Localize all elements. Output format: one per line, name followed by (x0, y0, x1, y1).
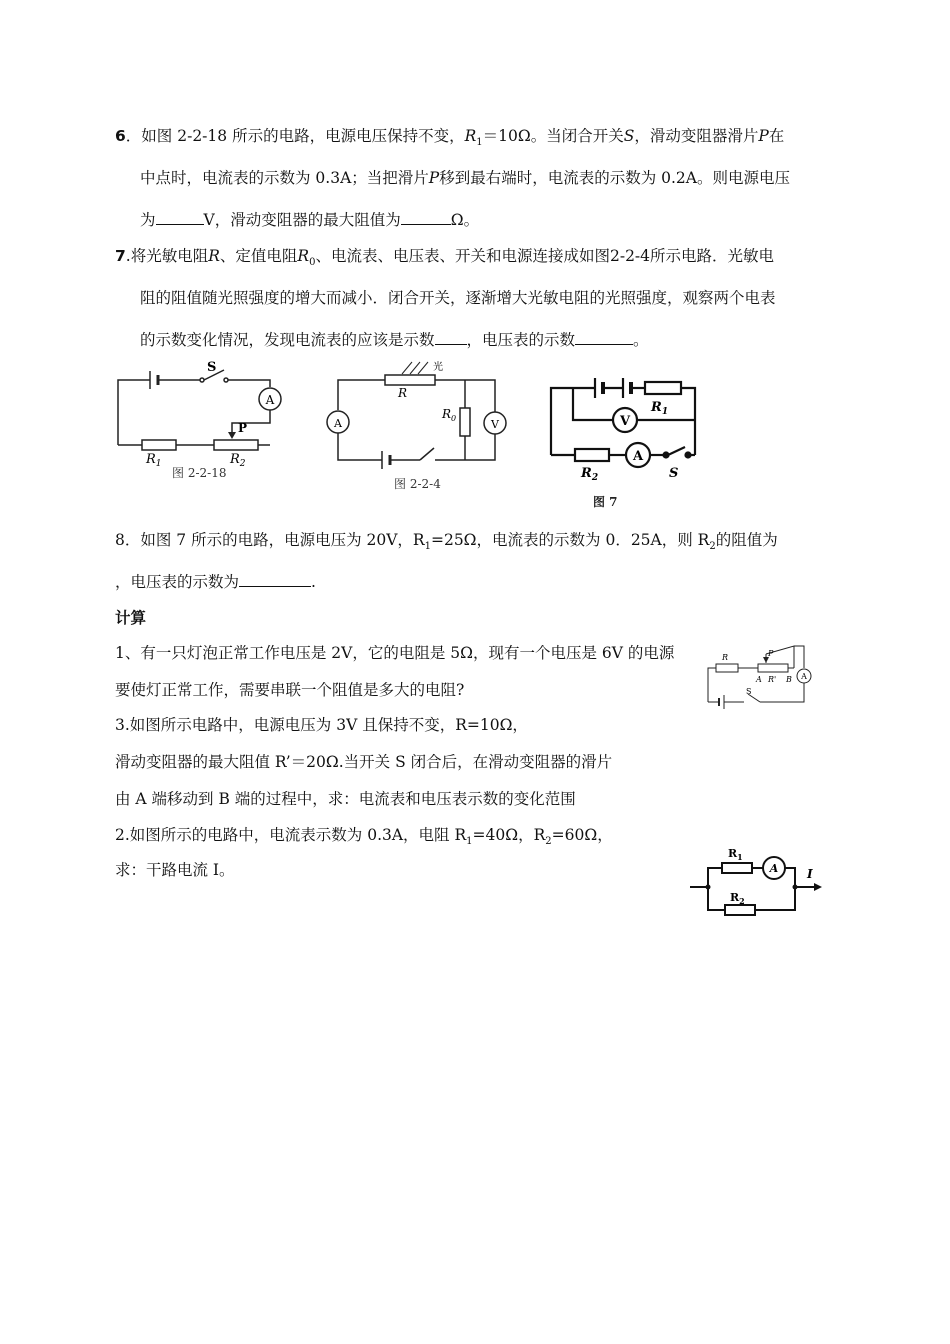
circuit-figure-c2 (690, 840, 830, 920)
c2-line-1: 2.如图所示的电路中，电流表示数为 0.3A，电阻 $R_1=40\Omega$，$R_2=60\Omega$， (115, 826, 613, 848)
q8-line-2: ，电压表的示数为 . (115, 573, 316, 591)
fig1-caption: 图 2-2-18 (172, 466, 227, 480)
c1-line-1: 1、有一只灯泡正常工作电压是 2V，它的电阻是 5Ω，现有一个电压是 6V 的电源 (115, 644, 675, 662)
answer-blank-voltmeter-reading[interactable] (239, 572, 311, 587)
c1-line-2: 要使灯正常工作，需要串联一个阻值是多大的电阻? (115, 681, 465, 699)
fig3-caption: 图 7 (593, 495, 618, 509)
fig3-r1-label: $R_1$ (651, 400, 669, 417)
fig4-a-end-label: A (756, 675, 762, 684)
fig2-r-label: R (398, 386, 408, 400)
q7-line-1: 7.将光敏电阻R、定值电阻$R_0$、电流表、电压表、开关和电源连接成如图2-2-4所示电路．光敏电 (115, 247, 775, 269)
q7-line-2: 阻的阻值随光照强度的增大而减小．闭合开关，逐渐增大光敏电阻的光照强度，观察两个电表 (140, 289, 776, 307)
fig1-ammeter-label: A (265, 393, 275, 407)
fig4-b-end-label: B (786, 675, 792, 684)
fig4-s-label: S (746, 687, 752, 696)
fig5-ammeter-label: A (769, 862, 779, 875)
fig4-r-label: R (722, 653, 729, 662)
fig4-rprime-label: R' (768, 675, 777, 684)
q6-line-2: 中点时，电流表的示数为 0.3A；当把滑片P移到最右端时，电流表的示数为 0.2A。则电源电压 (140, 169, 790, 187)
fig2-light-label: 光 (433, 362, 443, 373)
fig3-ammeter-label: A (632, 449, 644, 464)
c3-line-1: 3.如图所示电路中，电源电压为 3V 且保持不变，R=10Ω， (115, 716, 528, 734)
c2-line-2: 求：干路电流 I。 (115, 861, 235, 879)
fig5-r1-label: $R_1$ (728, 847, 743, 862)
c3-line-3: 由 A 端移动到 B 端的过程中，求：电流表和电压表示数的变化范围 (115, 790, 576, 808)
section-title: 计算 (115, 609, 147, 627)
circuit-figure-2-2-4 (330, 360, 515, 500)
q6-line-1: 6．如图 2-2-18 所示的电路，电源电压保持不变，$R_1=10\Omega$。当闭合开关S，滑动变阻器滑片P在 (115, 127, 785, 149)
circuit-figure-2-2-18 (110, 360, 295, 485)
fig3-r2-label: $R_2$ (581, 466, 599, 483)
fig3-s-label: S (669, 466, 679, 481)
answer-blank-voltmeter[interactable] (575, 330, 633, 345)
fig2-caption: 图 2-2-4 (394, 477, 441, 491)
fig3-voltmeter-label: V (619, 414, 631, 429)
circuit-figure-7 (545, 370, 705, 510)
fig4-ammeter-label: A (801, 672, 807, 681)
fig5-current-label: I (807, 867, 813, 881)
fig5-r2-label: $R_2$ (730, 891, 745, 906)
fig4-p-label: P (768, 649, 774, 658)
fig1-s-label: S (207, 360, 217, 375)
fig2-ammeter-label: A (334, 417, 342, 430)
answer-blank-ammeter[interactable] (435, 330, 467, 345)
fig2-voltmeter-label: V (491, 418, 499, 431)
fig1-r2-label: $R_2$ (230, 452, 246, 469)
q6-number: 6 (115, 127, 126, 145)
circuit-figure-c3 (700, 642, 825, 717)
q8-line-1: 8．如图 7 所示的电路，电源电压为 20V，$R_1=25\Omega$，电流表的示数为 0．25A，则 $R_2$的阻值为 (115, 531, 778, 553)
fig1-r1-label: $R_1$ (146, 452, 162, 469)
answer-blank-voltage[interactable] (156, 210, 204, 225)
q6-line-3: 为 V，滑动变阻器的最大阻值为 Ω。 (140, 211, 480, 229)
q7-number: 7 (115, 247, 126, 265)
fig1-p-label: P (238, 421, 248, 435)
fig2-r0-label: $R_0$ (442, 407, 457, 423)
answer-blank-max-resistance[interactable] (401, 210, 451, 225)
q7-line-3: 的示数变化情况，发现电流表的应该是示数 ，电压表的示数 。 (140, 331, 649, 349)
c3-line-2: 滑动变阻器的最大阻值 R’＝20Ω.当开关 S 闭合后，在滑动变阻器的滑片 (115, 753, 613, 771)
